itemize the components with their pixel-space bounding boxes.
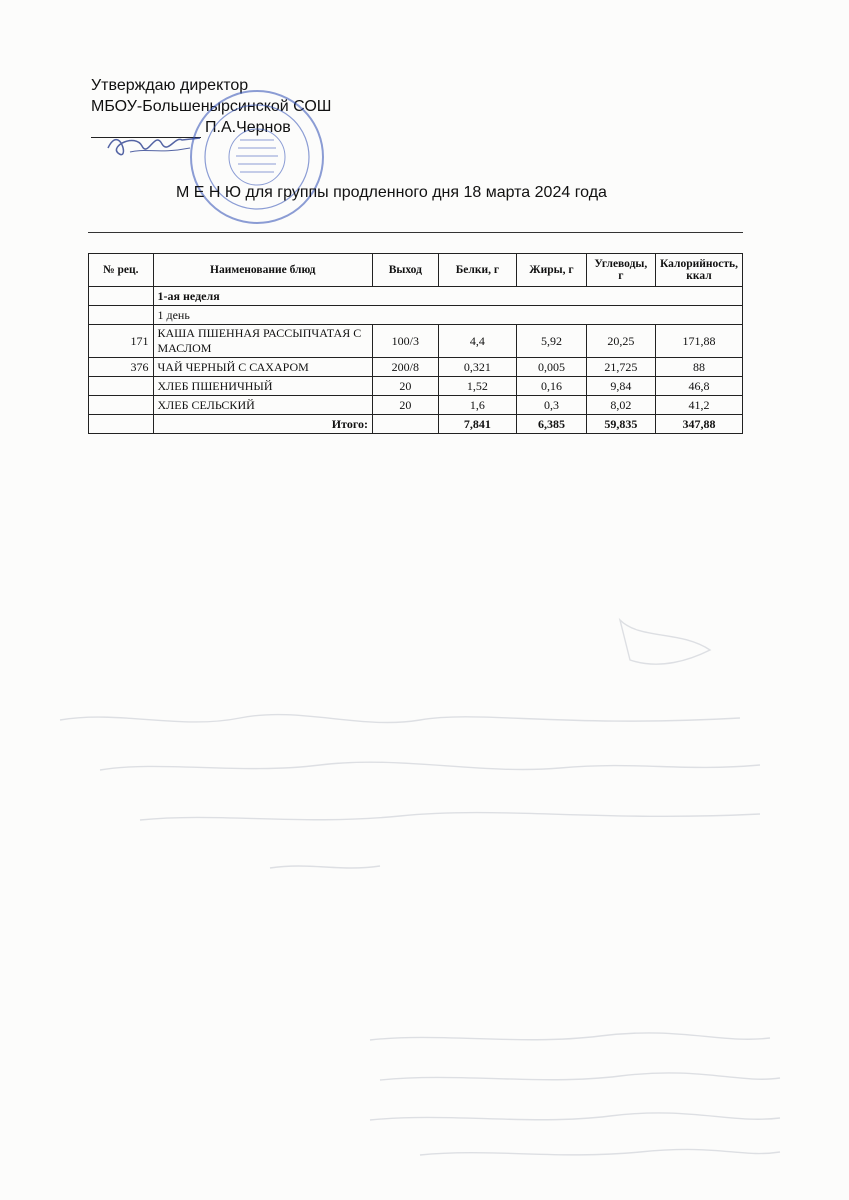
menu-table bbox=[88, 253, 743, 434]
total-row bbox=[89, 415, 743, 434]
header-name: Наименование блюд bbox=[153, 254, 373, 287]
cell-protein: 0,321 bbox=[438, 358, 517, 377]
cell-name: КАША ПШЕННАЯ РАССЫПЧАТАЯ С МАСЛОМ bbox=[153, 325, 373, 358]
cell-yield: 20 bbox=[373, 377, 439, 396]
table-cell bbox=[89, 306, 154, 325]
cell-rec: 376 bbox=[89, 358, 154, 377]
header-kcal: Калорийность, ккал bbox=[655, 254, 742, 287]
cell-carbs: 9,84 bbox=[586, 377, 655, 396]
total-label: Итого: bbox=[153, 415, 373, 434]
table-row bbox=[89, 377, 743, 396]
cell-protein: 1,52 bbox=[438, 377, 517, 396]
cell-kcal: 88 bbox=[655, 358, 742, 377]
cell-rec bbox=[89, 396, 154, 415]
cell-carbs: 8,02 bbox=[586, 396, 655, 415]
cell-protein: 4,4 bbox=[438, 325, 517, 358]
cell-kcal: 46,8 bbox=[655, 377, 742, 396]
table-cell bbox=[89, 415, 154, 434]
total-protein: 7,841 bbox=[438, 415, 517, 434]
approval-title: Утверждаю директор bbox=[91, 77, 249, 94]
table-cell bbox=[373, 415, 439, 434]
header-fat: Жиры, г bbox=[517, 254, 587, 287]
header-protein: Белки, г bbox=[438, 254, 517, 287]
header-yield: Выход bbox=[373, 254, 439, 287]
approval-signer: П.А.Чернов bbox=[205, 119, 291, 136]
cell-yield: 100/3 bbox=[373, 325, 439, 358]
cell-name: ХЛЕБ ПШЕНИЧНЫЙ bbox=[153, 377, 373, 396]
page-title: М Е Н Ю для группы продленного дня 18 марта 2024 года bbox=[176, 184, 607, 201]
day-row bbox=[89, 306, 743, 325]
table-row bbox=[89, 396, 743, 415]
cell-kcal: 41,2 bbox=[655, 396, 742, 415]
cell-carbs: 20,25 bbox=[586, 325, 655, 358]
cell-name: ЧАЙ ЧЕРНЫЙ С САХАРОМ bbox=[153, 358, 373, 377]
cell-yield: 200/8 bbox=[373, 358, 439, 377]
table-cell bbox=[89, 287, 154, 306]
total-kcal: 347,88 bbox=[655, 415, 742, 434]
cell-rec bbox=[89, 377, 154, 396]
week-label: 1-ая неделя bbox=[153, 287, 743, 306]
cell-carbs: 21,725 bbox=[586, 358, 655, 377]
table-header-row bbox=[89, 254, 743, 287]
header-carbs: Углеводы, г bbox=[586, 254, 655, 287]
week-row bbox=[89, 287, 743, 306]
day-label: 1 день bbox=[153, 306, 743, 325]
total-fat: 6,385 bbox=[517, 415, 587, 434]
total-carbs: 59,835 bbox=[586, 415, 655, 434]
title-divider bbox=[88, 232, 743, 233]
cell-fat: 0,005 bbox=[517, 358, 587, 377]
approval-org: МБОУ-Большенырсинской СОШ bbox=[91, 98, 332, 115]
cell-rec: 171 bbox=[89, 325, 154, 358]
cell-kcal: 171,88 bbox=[655, 325, 742, 358]
table-row bbox=[89, 358, 743, 377]
stamp-icon bbox=[188, 88, 326, 226]
cell-name: ХЛЕБ СЕЛЬСКИЙ bbox=[153, 396, 373, 415]
cell-protein: 1,6 bbox=[438, 396, 517, 415]
cell-fat: 0,16 bbox=[517, 377, 587, 396]
header-rec: № рец. bbox=[89, 254, 154, 287]
table-row bbox=[89, 325, 743, 358]
bleed-through-handwriting bbox=[40, 600, 800, 1180]
cell-yield: 20 bbox=[373, 396, 439, 415]
cell-fat: 5,92 bbox=[517, 325, 587, 358]
cell-fat: 0,3 bbox=[517, 396, 587, 415]
